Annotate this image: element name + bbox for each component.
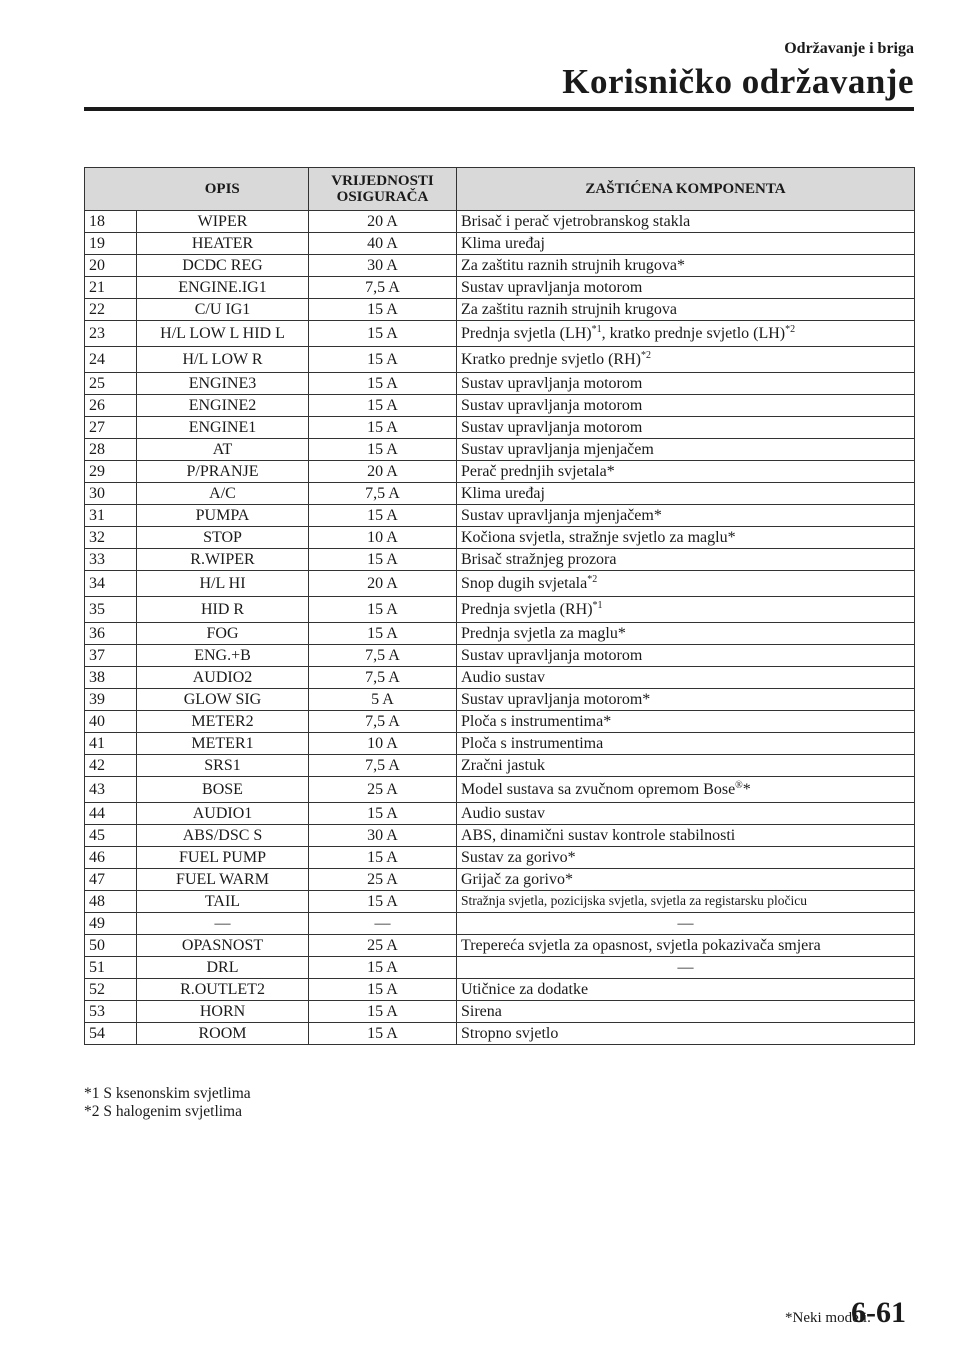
fuse-rating: 5 A bbox=[309, 689, 457, 711]
fuse-name: ROOM bbox=[137, 1023, 309, 1045]
fuse-rating: 15 A bbox=[309, 347, 457, 373]
component-text: Sustav upravljanja motorom* bbox=[461, 690, 651, 708]
component-text: Ploča s instrumentima bbox=[461, 734, 604, 752]
table-row bbox=[85, 321, 915, 347]
component-text: Za zaštitu raznih strujnih krugova* bbox=[461, 256, 685, 274]
fuse-number: 43 bbox=[85, 777, 137, 803]
table-row bbox=[85, 623, 915, 645]
fuse-rating: 15 A bbox=[309, 395, 457, 417]
fuse-rating: 15 A bbox=[309, 417, 457, 439]
table-row bbox=[85, 1023, 915, 1045]
fuse-name: HEATER bbox=[137, 233, 309, 255]
fuse-number: 45 bbox=[85, 825, 137, 847]
fuse-rating: 25 A bbox=[309, 869, 457, 891]
fuse-name: HORN bbox=[137, 1001, 309, 1023]
fuse-name: R.WIPER bbox=[137, 549, 309, 571]
fuse-number: 25 bbox=[85, 373, 137, 395]
fuse-rating: 7,5 A bbox=[309, 645, 457, 667]
fuse-name: FUEL PUMP bbox=[137, 847, 309, 869]
fuse-rating: 30 A bbox=[309, 825, 457, 847]
fuse-name: ENGINE2 bbox=[137, 395, 309, 417]
protected-component bbox=[457, 1023, 915, 1045]
protected-component bbox=[457, 211, 915, 233]
header-opis: OPIS bbox=[137, 168, 309, 211]
fuse-name: H/L HI bbox=[137, 571, 309, 597]
footnote-marker: *2 bbox=[785, 323, 796, 335]
protected-component bbox=[457, 869, 915, 891]
fuse-table-body bbox=[85, 211, 915, 1045]
table-row bbox=[85, 689, 915, 711]
table-row bbox=[85, 803, 915, 825]
table-row bbox=[85, 711, 915, 733]
fuse-rating: 15 A bbox=[309, 373, 457, 395]
fuse-number: 22 bbox=[85, 299, 137, 321]
component-text: Snop dugih svjetala bbox=[461, 574, 588, 592]
header-komponenta: ZAŠTIĆENA KOMPONENTA bbox=[457, 168, 915, 211]
protected-component bbox=[457, 935, 915, 957]
table-row bbox=[85, 667, 915, 689]
fuse-rating: 15 A bbox=[309, 439, 457, 461]
fuse-number: 31 bbox=[85, 505, 137, 527]
protected-component bbox=[457, 711, 915, 733]
fuse-number: 51 bbox=[85, 957, 137, 979]
fuse-number: 30 bbox=[85, 483, 137, 505]
fuse-rating: 25 A bbox=[309, 935, 457, 957]
protected-component bbox=[457, 847, 915, 869]
fuse-rating: 15 A bbox=[309, 549, 457, 571]
footnote-marker: ® bbox=[735, 779, 743, 791]
component-text-cont: * bbox=[742, 780, 751, 798]
protected-component bbox=[457, 417, 915, 439]
fuse-number: 21 bbox=[85, 277, 137, 299]
fuse-number: 41 bbox=[85, 733, 137, 755]
component-text: Trepereća svjetla za opasnost, svjetla pokazivača smjera bbox=[461, 936, 821, 954]
fuse-name: C/U IG1 bbox=[137, 299, 309, 321]
footnote-1: *1 S ksenonskim svjetlima bbox=[84, 1085, 251, 1102]
fuse-number: 18 bbox=[85, 211, 137, 233]
table-row bbox=[85, 549, 915, 571]
protected-component bbox=[457, 347, 915, 373]
component-text: Sustav upravljanja mjenjačem bbox=[461, 440, 654, 458]
fuse-name: H/L LOW R bbox=[137, 347, 309, 373]
fuse-rating: 20 A bbox=[309, 571, 457, 597]
component-text: Za zaštitu raznih strujnih krugova bbox=[461, 300, 677, 318]
fuse-number: 37 bbox=[85, 645, 137, 667]
protected-component bbox=[457, 1001, 915, 1023]
fuse-name: ENG.+B bbox=[137, 645, 309, 667]
fuse-number: 39 bbox=[85, 689, 137, 711]
fuse-rating: 20 A bbox=[309, 461, 457, 483]
fuse-number: 52 bbox=[85, 979, 137, 1001]
fuse-name: WIPER bbox=[137, 211, 309, 233]
fuse-name: AUDIO2 bbox=[137, 667, 309, 689]
fuse-rating: 15 A bbox=[309, 321, 457, 347]
fuse-name: OPASNOST bbox=[137, 935, 309, 957]
table-row bbox=[85, 461, 915, 483]
fuse-name: H/L LOW L HID L bbox=[137, 321, 309, 347]
fuse-number: 27 bbox=[85, 417, 137, 439]
fuse-number: 40 bbox=[85, 711, 137, 733]
table-row bbox=[85, 825, 915, 847]
fuse-number: 35 bbox=[85, 597, 137, 623]
fuse-rating: 15 A bbox=[309, 957, 457, 979]
fuse-number: 24 bbox=[85, 347, 137, 373]
footnote-marker: *1 bbox=[591, 323, 602, 335]
component-text: Stražnja svjetla, pozicijska svjetla, svjetla za registarsku pločicu bbox=[461, 893, 808, 909]
table-row bbox=[85, 777, 915, 803]
header-vrijednosti: VRIJEDNOSTI OSIGURAČA bbox=[309, 168, 457, 211]
fuse-name: R.OUTLET2 bbox=[137, 979, 309, 1001]
table-row bbox=[85, 417, 915, 439]
fuse-number: 20 bbox=[85, 255, 137, 277]
fuse-rating: 7,5 A bbox=[309, 277, 457, 299]
fuse-name: AUDIO1 bbox=[137, 803, 309, 825]
component-text: — bbox=[677, 958, 694, 976]
component-text: Sustav za gorivo* bbox=[461, 848, 576, 866]
fuse-rating: 15 A bbox=[309, 803, 457, 825]
component-text: Kočiona svjetla, stražnje svjetlo za maglu* bbox=[461, 528, 736, 546]
fuse-name: HID R bbox=[137, 597, 309, 623]
protected-component bbox=[457, 373, 915, 395]
fuse-name: DCDC REG bbox=[137, 255, 309, 277]
table-row bbox=[85, 597, 915, 623]
protected-component bbox=[457, 321, 915, 347]
table-row bbox=[85, 571, 915, 597]
protected-component bbox=[457, 527, 915, 549]
component-text: Audio sustav bbox=[461, 804, 545, 822]
fuse-number: 23 bbox=[85, 321, 137, 347]
protected-component bbox=[457, 483, 915, 505]
table-row bbox=[85, 957, 915, 979]
component-text: Sustav upravljanja motorom bbox=[461, 396, 643, 414]
component-text: Zračni jastuk bbox=[461, 756, 545, 774]
table-row bbox=[85, 277, 915, 299]
component-text: Sustav upravljanja motorom bbox=[461, 374, 643, 392]
fuse-table bbox=[84, 167, 915, 1045]
table-row bbox=[85, 483, 915, 505]
protected-component bbox=[457, 979, 915, 1001]
header-num bbox=[85, 168, 137, 211]
fuse-name: AT bbox=[137, 439, 309, 461]
fuse-rating: 15 A bbox=[309, 979, 457, 1001]
fuse-number: 28 bbox=[85, 439, 137, 461]
footnote-2: *2 S halogenim svjetlima bbox=[84, 1103, 242, 1120]
table-row bbox=[85, 527, 915, 549]
component-text: Grijač za gorivo* bbox=[461, 870, 573, 888]
footnote-marker: *2 bbox=[640, 349, 651, 361]
fuse-number: 47 bbox=[85, 869, 137, 891]
fuse-number: 53 bbox=[85, 1001, 137, 1023]
protected-component bbox=[457, 597, 915, 623]
component-text: Sustav upravljanja motorom bbox=[461, 418, 643, 436]
component-text: Kratko prednje svjetlo (RH) bbox=[461, 350, 641, 368]
footnote-marker: *1 bbox=[592, 599, 603, 611]
protected-component bbox=[457, 277, 915, 299]
protected-component bbox=[457, 957, 915, 979]
table-row bbox=[85, 891, 915, 913]
component-text: Sustav upravljanja motorom bbox=[461, 278, 643, 296]
fuse-number: 26 bbox=[85, 395, 137, 417]
fuse-number: 44 bbox=[85, 803, 137, 825]
protected-component bbox=[457, 439, 915, 461]
table-row bbox=[85, 1001, 915, 1023]
component-text: Model sustava sa zvučnom opremom Bose bbox=[461, 780, 736, 798]
table-row bbox=[85, 935, 915, 957]
table-row bbox=[85, 979, 915, 1001]
fuse-name: GLOW SIG bbox=[137, 689, 309, 711]
table-row bbox=[85, 913, 915, 935]
fuse-rating: 25 A bbox=[309, 777, 457, 803]
section-title: Održavanje i briga bbox=[784, 40, 914, 57]
component-text: Perač prednjih svjetala* bbox=[461, 462, 615, 480]
fuse-name: PUMPA bbox=[137, 505, 309, 527]
protected-component bbox=[457, 549, 915, 571]
fuse-rating: 7,5 A bbox=[309, 667, 457, 689]
component-text-cont: , kratko prednje svjetlo (LH) bbox=[601, 324, 786, 342]
fuse-number: 33 bbox=[85, 549, 137, 571]
fuse-rating: 15 A bbox=[309, 891, 457, 913]
footnote-marker: *2 bbox=[587, 573, 598, 585]
footnotes bbox=[84, 1085, 251, 1121]
component-text: Brisač stražnjeg prozora bbox=[461, 550, 617, 568]
fuse-name: ENGINE3 bbox=[137, 373, 309, 395]
fuse-rating: 30 A bbox=[309, 255, 457, 277]
component-text: Prednja svjetla (RH) bbox=[461, 600, 593, 618]
fuse-number: 48 bbox=[85, 891, 137, 913]
protected-component bbox=[457, 571, 915, 597]
fuse-number: 42 bbox=[85, 755, 137, 777]
protected-component bbox=[457, 689, 915, 711]
table-row bbox=[85, 869, 915, 891]
footer-note: *Neki modeli. bbox=[785, 1310, 871, 1326]
table-row bbox=[85, 755, 915, 777]
component-text: Klima uređaj bbox=[461, 234, 545, 252]
fuse-name: A/C bbox=[137, 483, 309, 505]
protected-component bbox=[457, 891, 915, 913]
fuse-name: — bbox=[137, 913, 309, 935]
fuse-number: 50 bbox=[85, 935, 137, 957]
table-header-row bbox=[85, 168, 915, 211]
table-row bbox=[85, 505, 915, 527]
fuse-name: FOG bbox=[137, 623, 309, 645]
fuse-number: 34 bbox=[85, 571, 137, 597]
fuse-rating: 10 A bbox=[309, 733, 457, 755]
fuse-rating: 15 A bbox=[309, 847, 457, 869]
table-row bbox=[85, 299, 915, 321]
fuse-number: 32 bbox=[85, 527, 137, 549]
fuse-rating: 10 A bbox=[309, 527, 457, 549]
fuse-name: METER1 bbox=[137, 733, 309, 755]
fuse-name: BOSE bbox=[137, 777, 309, 803]
protected-component bbox=[457, 505, 915, 527]
table-row bbox=[85, 233, 915, 255]
fuse-name: TAIL bbox=[137, 891, 309, 913]
fuse-rating: 15 A bbox=[309, 505, 457, 527]
component-text: Sustav upravljanja mjenjačem* bbox=[461, 506, 662, 524]
fuse-rating: 7,5 A bbox=[309, 483, 457, 505]
fuse-name: ABS/DSC S bbox=[137, 825, 309, 847]
fuse-number: 49 bbox=[85, 913, 137, 935]
fuse-rating: — bbox=[309, 913, 457, 935]
protected-component bbox=[457, 755, 915, 777]
fuse-number: 46 bbox=[85, 847, 137, 869]
table-row bbox=[85, 645, 915, 667]
table-row bbox=[85, 211, 915, 233]
fuse-rating: 15 A bbox=[309, 1023, 457, 1045]
fuse-number: 36 bbox=[85, 623, 137, 645]
protected-component bbox=[457, 461, 915, 483]
fuse-name: SRS1 bbox=[137, 755, 309, 777]
fuse-rating: 15 A bbox=[309, 597, 457, 623]
component-text: Prednja svjetla za maglu* bbox=[461, 624, 626, 642]
protected-component bbox=[457, 395, 915, 417]
fuse-name: ENGINE.IG1 bbox=[137, 277, 309, 299]
fuse-name: METER2 bbox=[137, 711, 309, 733]
fuse-name: STOP bbox=[137, 527, 309, 549]
component-text: ABS, dinamični sustav kontrole stabilnosti bbox=[461, 826, 736, 844]
protected-component bbox=[457, 733, 915, 755]
table-row bbox=[85, 439, 915, 461]
table-row bbox=[85, 347, 915, 373]
page-title: Korisničko održavanje bbox=[562, 62, 914, 101]
component-text: — bbox=[677, 914, 694, 932]
fuse-rating: 15 A bbox=[309, 299, 457, 321]
fuse-rating: 7,5 A bbox=[309, 711, 457, 733]
table-row bbox=[85, 395, 915, 417]
header-rule bbox=[84, 107, 914, 111]
component-text: Ploča s instrumentima* bbox=[461, 712, 612, 730]
table-row bbox=[85, 733, 915, 755]
fuse-number: 38 bbox=[85, 667, 137, 689]
component-text: Prednja svjetla (LH) bbox=[461, 324, 592, 342]
component-text: Audio sustav bbox=[461, 668, 545, 686]
component-text: Sirena bbox=[461, 1002, 502, 1020]
fuse-rating: 40 A bbox=[309, 233, 457, 255]
protected-component bbox=[457, 667, 915, 689]
fuse-name: DRL bbox=[137, 957, 309, 979]
fuse-number: 19 bbox=[85, 233, 137, 255]
protected-component bbox=[457, 825, 915, 847]
protected-component bbox=[457, 803, 915, 825]
fuse-rating: 15 A bbox=[309, 623, 457, 645]
component-text: Klima uređaj bbox=[461, 484, 545, 502]
component-text: Stropno svjetlo bbox=[461, 1024, 559, 1042]
fuse-rating: 20 A bbox=[309, 211, 457, 233]
protected-component bbox=[457, 645, 915, 667]
fuse-rating: 15 A bbox=[309, 1001, 457, 1023]
fuse-name: P/PRANJE bbox=[137, 461, 309, 483]
component-text: Utičnice za dodatke bbox=[461, 980, 589, 998]
protected-component bbox=[457, 623, 915, 645]
table-row bbox=[85, 255, 915, 277]
table-row bbox=[85, 373, 915, 395]
protected-component bbox=[457, 299, 915, 321]
component-text: Sustav upravljanja motorom bbox=[461, 646, 643, 664]
fuse-rating: 7,5 A bbox=[309, 755, 457, 777]
fuse-number: 54 bbox=[85, 1023, 137, 1045]
page-number: 6-61 bbox=[851, 1296, 906, 1329]
fuse-name: ENGINE1 bbox=[137, 417, 309, 439]
protected-component bbox=[457, 255, 915, 277]
fuse-number: 29 bbox=[85, 461, 137, 483]
fuse-name: FUEL WARM bbox=[137, 869, 309, 891]
protected-component bbox=[457, 777, 915, 803]
protected-component bbox=[457, 233, 915, 255]
component-text: Brisač i perač vjetrobranskog stakla bbox=[461, 212, 691, 230]
protected-component bbox=[457, 913, 915, 935]
table-row bbox=[85, 847, 915, 869]
